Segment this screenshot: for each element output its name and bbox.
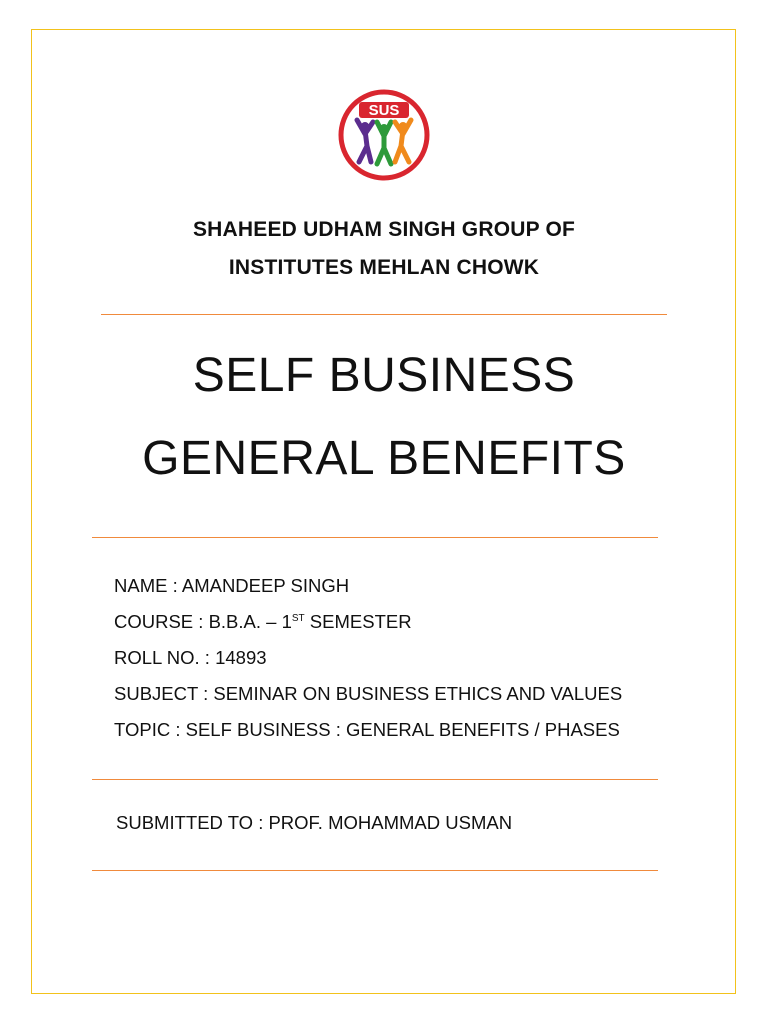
divider-3	[92, 779, 658, 780]
divider-1	[101, 314, 667, 315]
student-details	[114, 568, 622, 748]
name-line: NAME : AMANDEEP SINGH	[114, 575, 350, 596]
logo-figure-purple	[357, 120, 373, 162]
subject-line: SUBJECT : SEMINAR ON BUSINESS ETHICS AND VALUES	[114, 683, 623, 704]
course-line	[114, 604, 622, 640]
roll-line: ROLL NO. : 14893	[114, 647, 267, 668]
logo-text: SUS	[368, 102, 400, 119]
document-title	[60, 334, 708, 500]
institute-name	[100, 211, 668, 287]
logo-figure-green	[377, 122, 391, 164]
divider-2	[92, 537, 658, 538]
title-line-1: SELF BUSINESS	[192, 349, 576, 402]
institute-line-2: INSTITUTES MEHLAN CHOWK	[228, 256, 540, 279]
institute-logo	[337, 88, 431, 182]
logo-figure-orange	[395, 120, 411, 162]
submitted-to: SUBMITTED TO : PROF. MOHAMMAD USMAN	[116, 812, 513, 833]
topic-line: TOPIC : SELF BUSINESS : GENERAL BENEFITS / PHASES	[114, 719, 620, 740]
title-line-2: GENERAL BENEFITS	[142, 432, 626, 485]
divider-4	[92, 870, 658, 871]
course-ordinal: ST	[291, 613, 305, 624]
course-text: COURSE : B.B.A. – 1	[114, 611, 292, 632]
course-semester: SEMESTER	[304, 611, 412, 632]
institute-line-1: SHAHEED UDHAM SINGH GROUP OF	[192, 218, 576, 241]
